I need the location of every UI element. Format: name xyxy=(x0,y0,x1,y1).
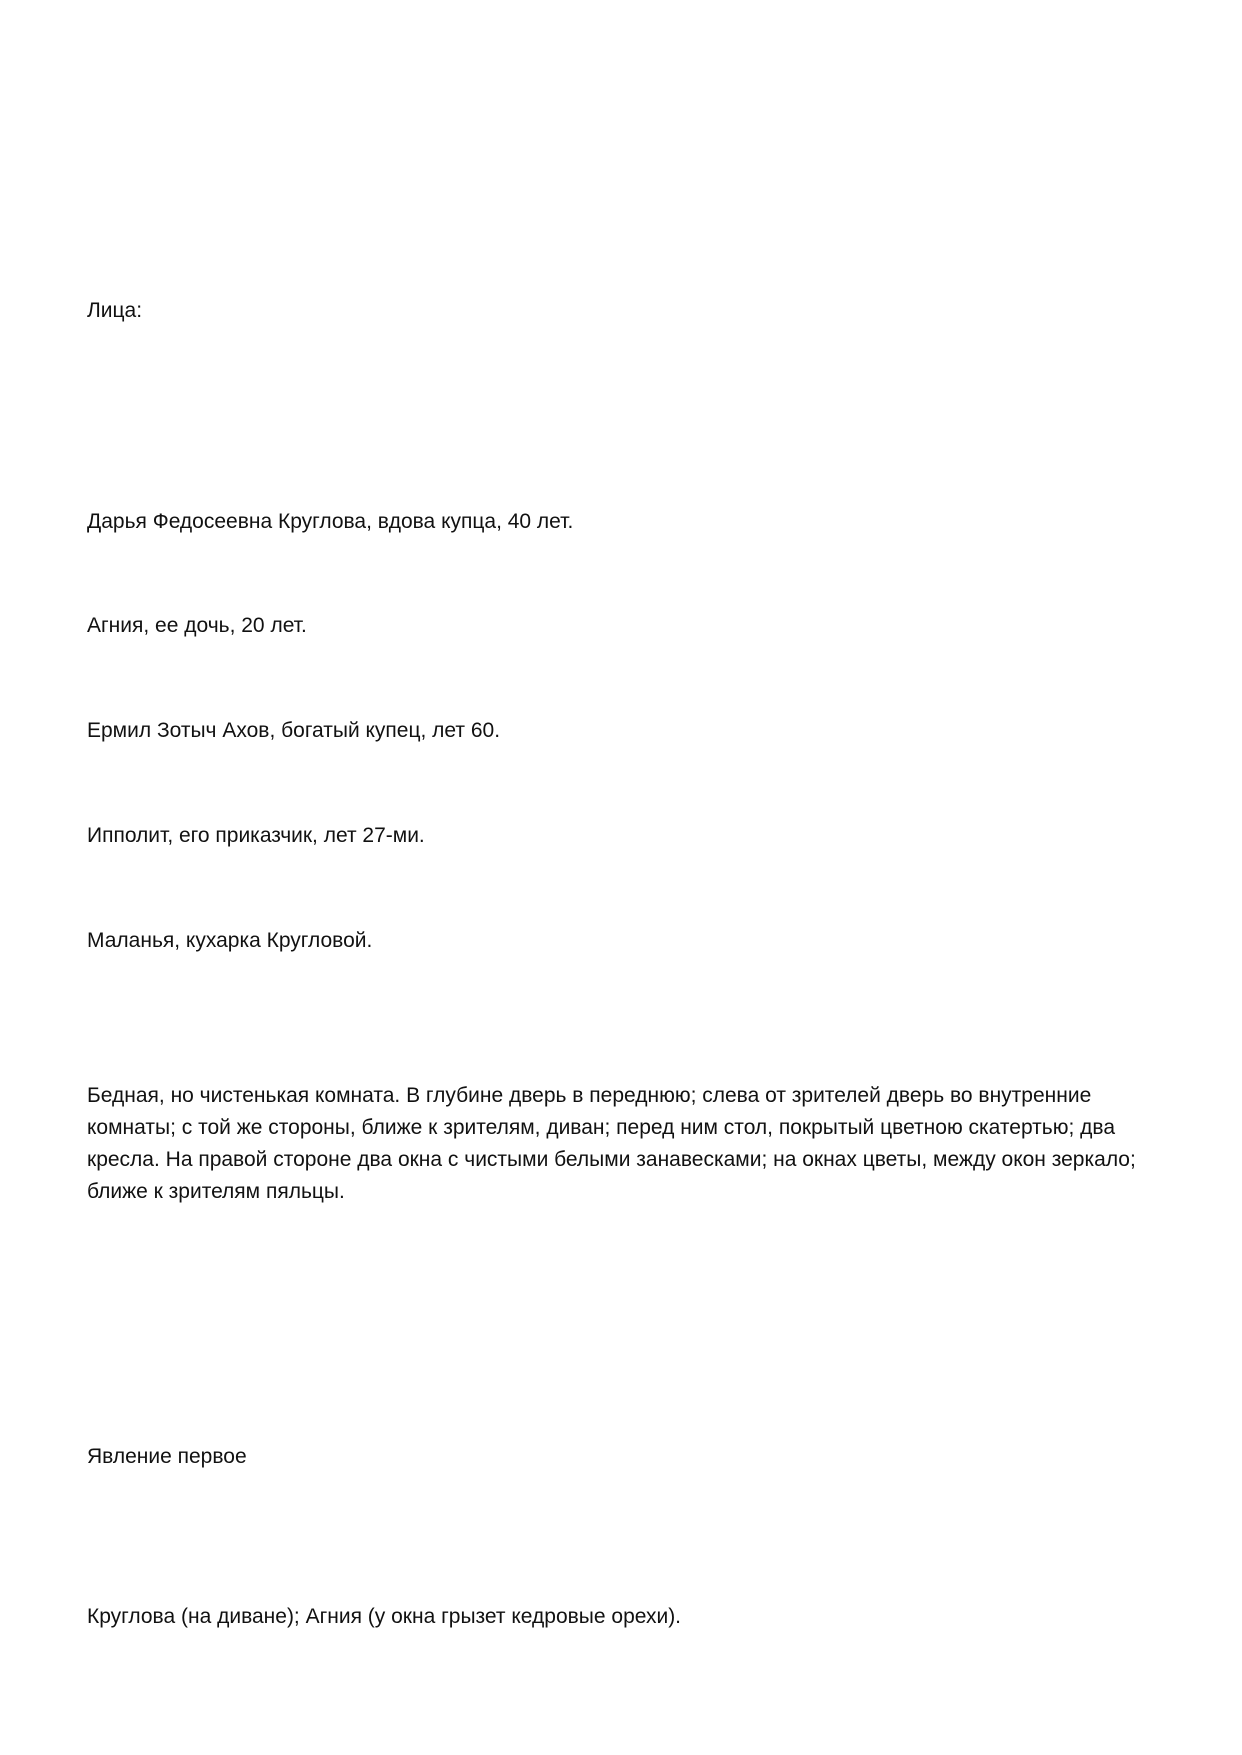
setting-line: кресла. На правой стороне два окна с чистыми белыми занавесками; на окнах цветы, между окон зеркало; xyxy=(87,1148,1136,1171)
character-entry: Ермил Зотыч Ахов, богатый купец, лет 60. xyxy=(87,719,501,742)
character-entry: Агния, ее дочь, 20 лет. xyxy=(87,614,307,637)
character-entry: Дарья Федосеевна Круглова, вдова купца, 40 лет. xyxy=(87,510,574,533)
setting-line: ближе к зрителям пяльцы. xyxy=(87,1180,345,1203)
scene-title: Явление первое xyxy=(87,1445,247,1468)
character-entry: Ипполит, его приказчик, лет 27-ми. xyxy=(87,824,425,847)
setting-line: комнаты; с той же стороны, ближе к зрителям, диван; перед ним стол, покрытый цветною скатертью; два xyxy=(87,1116,1116,1139)
dramatis-personae-heading: Лица: xyxy=(87,299,143,322)
setting-description xyxy=(87,1080,1167,1208)
setting-line: Бедная, но чистенькая комната. В глубине дверь в переднюю; слева от зрителей дверь во внутренние xyxy=(87,1084,1092,1107)
stage-direction: Круглова (на диване); Агния (у окна грызет кедровые орехи). xyxy=(87,1605,682,1628)
character-entry: Маланья, кухарка Кругловой. xyxy=(87,929,373,952)
